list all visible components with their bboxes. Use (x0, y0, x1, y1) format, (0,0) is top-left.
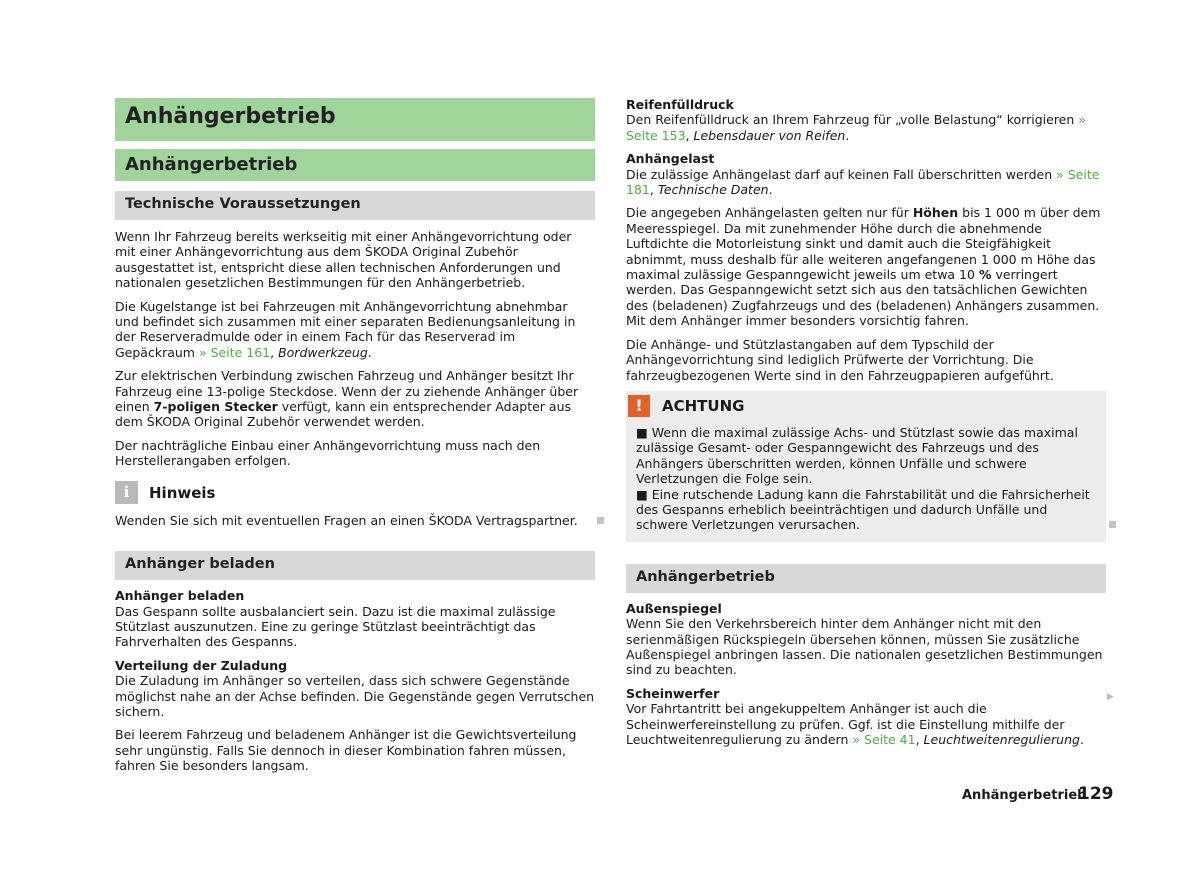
paragraph-text: Den Reifenfülldruck an Ihrem Fahrzeug für „volle Belastung“ korrigieren (626, 112, 1075, 128)
paragraph: Anhängelast Die zulässige Anhängelast darf auf keinen Fall überschritten werden » Seite 181, Technische Daten. (626, 151, 1106, 197)
subheading: Verteilung der Zuladung (115, 657, 288, 673)
bold-term: 7-poligen Stecker (153, 399, 278, 415)
reference-title: Leuchtweitenregulierung (923, 732, 1080, 747)
warning-title: ACHTUNG (662, 396, 745, 415)
reference-title: Bordwerkzeug (278, 344, 368, 360)
warning-icon: ! (628, 395, 650, 417)
reference-title: Technische Daten (657, 182, 769, 198)
subheading: Anhänger beladen (115, 588, 245, 604)
paragraph: Die Anhänge- und Stützlastangaben auf dem Typschild der Anhängevorrichtung sind lediglich Prüfwerte der Vorrichtung. Die fahrzeugbezogenen Werte sind in den Fahrzeugpapieren aufgeführt. (626, 336, 1054, 383)
continue-arrow-icon: ▶ (1107, 692, 1114, 702)
paragraph-text: verringert werden. Das Gespanngewicht setzt sich aus den tatsächlichen Gewichten des (beladenen) Zugfahrzeugs und des (beladenen) Anhängers zusammen. Mit dem Anhänger immer besonders vorsichtig fahren. (626, 267, 1100, 329)
chapter-heading: Anhängerbetrieb (115, 98, 595, 141)
warning-header (626, 391, 1106, 419)
bold-term: Höhen (912, 205, 959, 221)
left-column (115, 98, 595, 782)
paragraph (115, 368, 595, 430)
subsection-heading-technische-voraussetzungen: Technische Voraussetzungen (115, 191, 595, 220)
subheading: Scheinwerfer (626, 685, 720, 701)
section-anhaenger-beladen (115, 588, 595, 773)
paragraph: Bei leerem Fahrzeug und beladenem Anhänger ist die Gewichtsverteilung sehr ungünstig. Falls Sie dennoch in dieser Kombination fahren müssen, fahren Sie besonders langsam. (115, 727, 577, 774)
subsection-heading-anhaenger-beladen: Anhänger beladen (115, 551, 595, 580)
paragraph (115, 658, 595, 720)
section-anhaengerbetrieb (626, 601, 1106, 748)
end-of-section-icon (1109, 521, 1116, 528)
paragraph-text: Vor Fahrtantritt bei angekuppeltem Anhänger ist auch die Scheinwerfereinstellung zu prüfen. Ggf. ist die Einstellung mithilfe der Leuchtweitenregulierung zu ändern (626, 701, 1065, 747)
note-title: Hinweis (149, 483, 216, 502)
paragraph-text: bis 1 000 m über dem Meeresspiegel. Da mit zunehmender Höhe durch die abnehmende Luftdichte die Motorleistung sinkt und damit auch die Steigfähigkeit abnimmt, muss deshalb für alle weiteren angefangenen 1 000 m Höhe das maximal zulässige Gespanngewicht jeweils um etwa 10 (626, 205, 1101, 283)
paragraph-text: verfügt, kann ein entsprechender Adapter aus dem ŠKODA Original Zubehör verwendet werden. (115, 399, 572, 430)
paragraph (626, 205, 1106, 328)
subsection-heading-anhaengerbetrieb: Anhängerbetrieb (626, 564, 1106, 593)
page-reference-link[interactable]: » Seite 161 (198, 344, 271, 360)
page-number: 129 (1078, 784, 1114, 804)
paragraph-text: Die zulässige Anhängelast darf auf keinen Fall überschritten werden (626, 166, 1053, 182)
paragraph-text: Die Zuladung im Anhänger so verteilen, dass sich schwere Gegenstände möglichst nahe an der Achse befinden. Die Gegenstände gegen Verrutschen sichern. (115, 673, 595, 719)
note-body: Wenden Sie sich mit eventuellen Fragen an einen ŠKODA Vertragspartner. (115, 512, 578, 528)
paragraph (626, 601, 1106, 678)
paragraph: Der nachträgliche Einbau einer Anhängevorrichtung muss nach den Herstellerangaben erfolgen. (115, 437, 541, 469)
paragraph (115, 588, 595, 650)
warning-box (626, 391, 1106, 542)
page-reference-link[interactable]: » Seite 181 (626, 166, 1100, 198)
subheading: Außenspiegel (626, 600, 722, 616)
bold-term: % (978, 267, 992, 283)
footer-section-title: Anhängerbetrieb (962, 788, 1087, 803)
paragraph-text: Zur elektrischen Verbindung zwischen Fahrzeug und Anhänger besitzt Ihr Fahrzeug eine 13-polige Steckdose. Wenn der zu ziehende Anhänger über einen (115, 368, 579, 415)
reference-title: Lebensdauer von Reifen (693, 127, 846, 143)
section-heading: Anhängerbetrieb (115, 149, 595, 181)
paragraph-text: Die Kugelstange ist bei Fahrzeugen mit Anhängevorrichtung abnehmbar und befindet sich zusammen mit einer separaten Bedienungsanleitung in der Reserveradmulde oder in einem Fach für das Reserverad im Gepäckraum (115, 298, 576, 360)
page-reference-link[interactable]: » Seite 153 (626, 112, 1086, 143)
paragraph-text: Wenn Sie den Verkehrsbereich hinter dem Anhänger nicht mit den serienmäßigen Rückspiegeln übersehen können, müssen Sie zusätzliche Außenspiegel anbringen lassen. Die nationalen gesetzlichen Bestimmungen sind zu beachten. (626, 616, 1103, 678)
paragraph-text: Die angegeben Anhängelasten gelten nur für (626, 205, 913, 221)
end-of-section-icon (597, 517, 604, 524)
paragraph: Wenn Ihr Fahrzeug bereits werkseitig mit einer Anhängevorrichtung oder mit einer Anhängevorrichtung aus dem ŠKODA Original Zubehör ausgestattet ist, entspricht diese allen technischen Anforderungen und nationalen gesetzlichen Bestimmungen für den Anhängerbetrieb. (115, 229, 572, 291)
warning-bullet: ■ Wenn die maximal zulässige Achs- und Stützlast sowie das maximal zulässige Gesamt- oder Gespanngewicht des Fahrzeugs und des Anhängers überschritten werden, können Unfälle und schwere Verletzungen die Folge sein. (636, 424, 1078, 487)
note-header (115, 481, 595, 505)
warning-bullet: ■ Eine rutschende Ladung kann die Fahrstabilität und die Fahrsicherheit des Gespanns erheblich beeinträchtigen und dadurch Unfälle und schwere Verletzungen verursachen. (636, 486, 1090, 533)
section-technische-voraussetzungen (115, 229, 595, 469)
paragraph: Die Kugelstange ist bei Fahrzeugen mit Anhängevorrichtung abnehmbar und befindet sich zusammen mit einer separaten Bedienungsanleitung in der Reserveradmulde oder in einem Fach für das Reserverad im Gepäckraum » Seite 161, Bordwerkzeug. (115, 298, 576, 360)
warning-body (626, 419, 1106, 533)
paragraph-text: Das Gespann sollte ausbalanciert sein. Dazu ist die maximal zulässige Stützlast auszunutzen. Eine zu geringe Stützlast beeinträchtigt das Fahrverhalten des Gespanns. (115, 603, 556, 650)
paragraph: Reifenfülldruck Den Reifenfülldruck an Ihrem Fahrzeug für „volle Belastung“ korrigieren » Seite 153, Lebensdauer von Reifen. (626, 97, 1106, 143)
info-icon: i (115, 481, 138, 504)
paragraph: Scheinwerfer Vor Fahrtantritt bei angekuppeltem Anhänger ist auch die Scheinwerfereinstellung zu prüfen. Ggf. ist die Einstellung mithilfe der Leuchtweitenregulierung zu ändern » Seite 41, Leuchtweitenregulierung. (626, 686, 1106, 748)
right-column (626, 97, 1106, 755)
page-reference-link[interactable]: » Seite 41 (852, 732, 916, 747)
subheading: Reifenfülldruck (626, 97, 734, 112)
subheading: Anhängelast (626, 151, 715, 167)
note-text (115, 513, 595, 528)
